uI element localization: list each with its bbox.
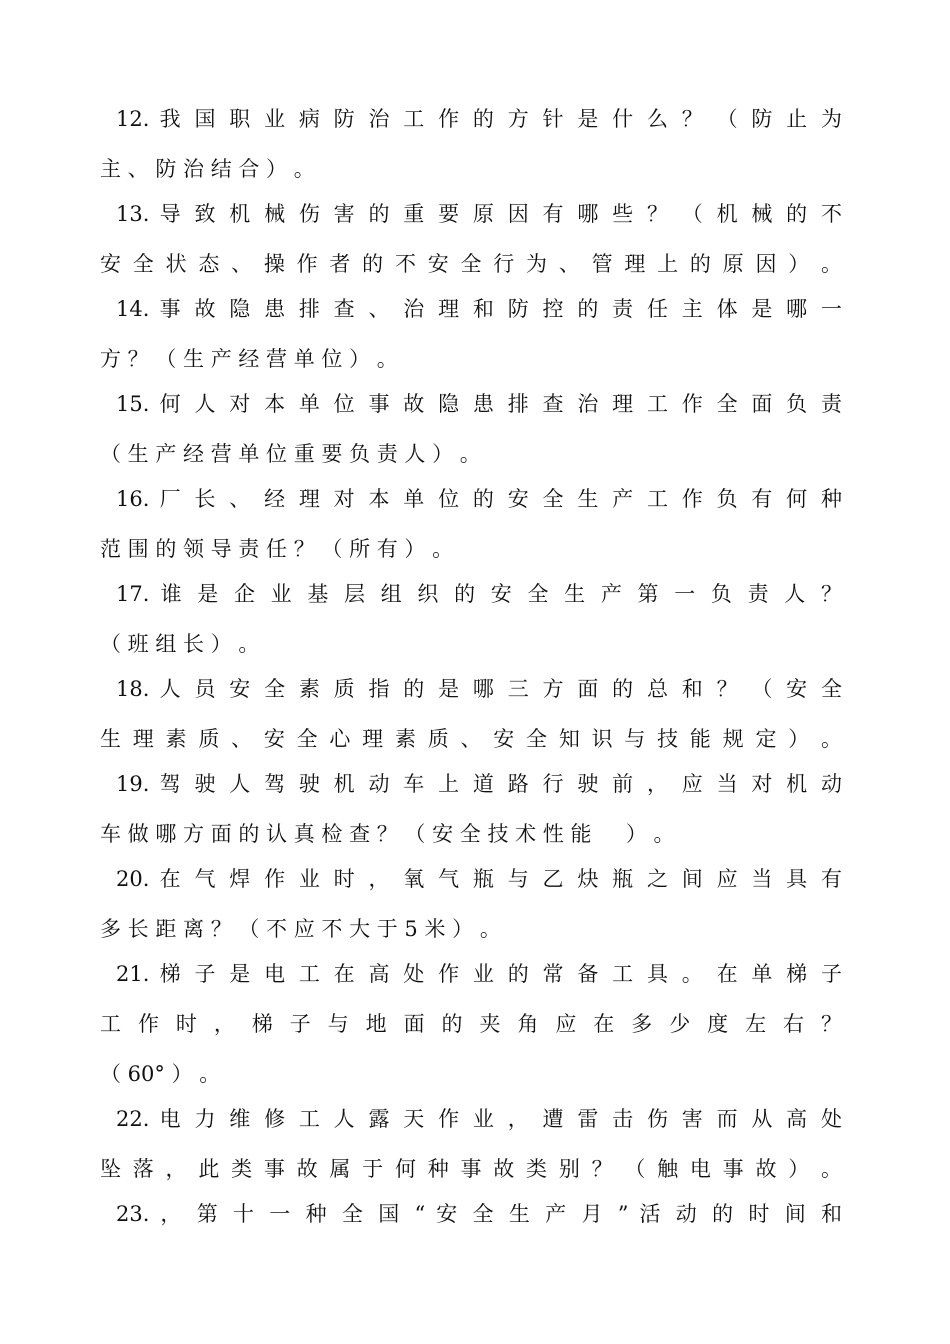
text-line-q13-2: 安 全 状 态 、 操 作 者 的 不 安 全 行 为 、 管 理 上 的 原 因 ） 。 [100,252,842,276]
text-line-q15-1: 15. 何 人 对 本 单 位 事 故 隐 患 排 查 治 理 工 作 全 面 负 责 [116,392,842,416]
text-line-q19-2: 车 做 哪 方 面 的 认 真 检 查 ？ （ 安 全 技 术 性 能 ） 。 [100,822,675,846]
text-line-q13-1: 13. 导 致 机 械 伤 害 的 重 要 原 因 有 哪 些 ？ （ 机 械 的 不 [116,202,842,226]
text-line-q12-2: 主 、 防 治 结 合 ） 。 [100,157,315,181]
text-line-q18-2: 生 理 素 质 、 安 全 心 理 素 质 、 安 全 知 识 与 技 能 规 定 ） 。 [100,727,842,751]
text-line-q12-1: 12. 我 国 职 业 病 防 治 工 作 的 方 针 是 什 么 ？ （ 防 止 为 [116,107,842,131]
text-line-q20-2: 多 长 距 离 ？ （ 不 应 不 大 于 5 米 ） 。 [100,917,501,941]
text-line-q16-2: 范 围 的 领 导 责 任 ？ （ 所 有 ） 。 [100,537,454,561]
text-line-q14-1: 14. 事 故 隐 患 排 查 、 治 理 和 防 控 的 责 任 主 体 是 哪 一 [116,297,842,321]
text-line-q18-1: 18. 人 员 安 全 素 质 指 的 是 哪 三 方 面 的 总 和 ？ （ 安 全 [116,677,842,701]
text-line-q19-1: 19. 驾 驶 人 驾 驶 机 动 车 上 道 路 行 驶 前 ， 应 当 对 机 动 [116,772,842,796]
text-line-q22-1: 22. 电 力 维 修 工 人 露 天 作 业 ， 遭 雷 击 伤 害 而 从 高 处 [116,1107,842,1131]
text-line-q16-1: 16. 厂 长 、 经 理 对 本 单 位 的 安 全 生 产 工 作 负 有 何 种 [116,487,842,511]
text-line-q17-2: （ 班 组 长 ） 。 [100,632,260,656]
text-line-q20-1: 20. 在 气 焊 作 业 时 ， 氧 气 瓶 与 乙 炔 瓶 之 间 应 当 具 有 [116,867,842,891]
text-line-q14-2: 方 ？ （ 生 产 经 营 单 位 ） 。 [100,347,398,371]
text-line-q22-2: 坠 落 ， 此 类 事 故 属 于 何 种 事 故 类 别 ？ （ 触 电 事 故 ） 。 [100,1157,842,1181]
text-line-q15-2: （ 生 产 经 营 单 位 重 要 负 责 人 ） 。 [100,442,481,466]
text-line-q23-1: 23. ， 第 十 一 种 全 国 “ 安 全 生 产 月 ” 活 动 的 时 间 和 [116,1202,842,1226]
text-line-q21-3: （ 60° ） 。 [100,1062,221,1086]
text-line-q21-1: 21. 梯 子 是 电 工 在 高 处 作 业 的 常 备 工 具 。 在 单 梯 子 [116,962,842,986]
text-line-q17-1: 17. 谁 是 企 业 基 层 组 织 的 安 全 生 产 第 一 负 责 人 ？ [116,582,842,606]
text-line-q21-2: 工 作 时 ， 梯 子 与 地 面 的 夹 角 应 在 多 少 度 左 右 ？ [100,1012,842,1036]
